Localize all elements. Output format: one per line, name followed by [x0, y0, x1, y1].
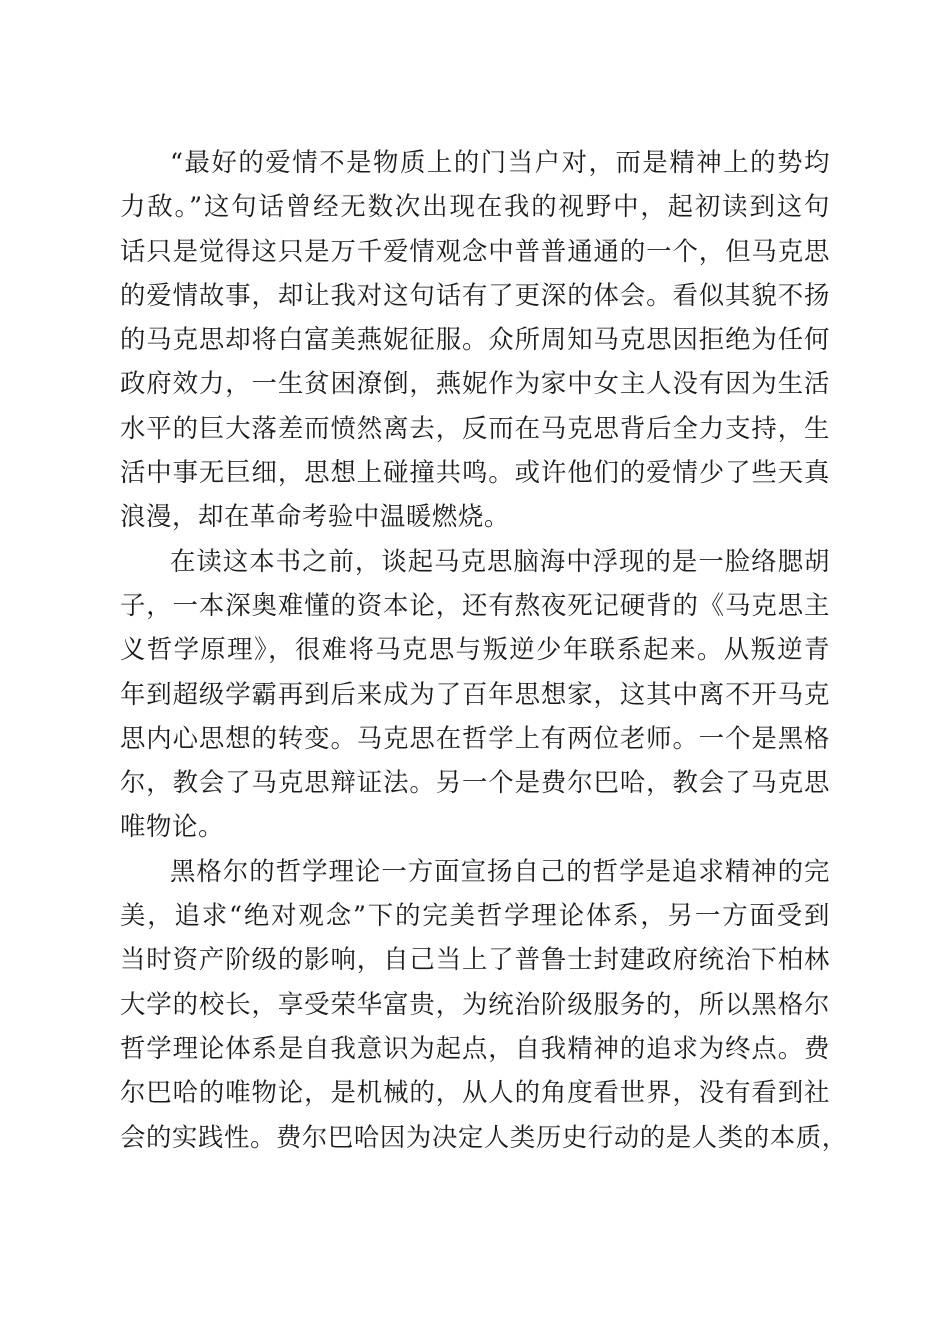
paragraph-3-line-1: 黑格尔的哲学理论一方面宣扬自己的哲学是追求精神的完 — [170, 855, 830, 886]
paragraph-2-line-4: 年到超级学霸再到后来成为了百年思想家，这其中离不开马克 — [120, 678, 830, 709]
paragraph-3-line-7: 会的实践性。费尔巴哈因为决定人类历史行动的是人类的本质， — [120, 1121, 848, 1152]
paragraph-1-line-7: 水平的巨大落差而愤然离去，反而在马克思背后全力支持，生 — [120, 412, 830, 443]
paragraph-2-line-1: 在读这本书之前，谈起马克思脑海中浮现的是一脸络腮胡 — [170, 545, 830, 576]
paragraph-2-line-6: 尔，教会了马克思辩证法。另一个是费尔巴哈，教会了马克思 — [120, 767, 830, 798]
paragraph-1-line-3: 话只是觉得这只是万千爱情观念中普普通通的一个，但马克思 — [120, 235, 830, 266]
paragraph-1-line-1: “最好的爱情不是物质上的门当户对，而是精神上的势均 — [170, 147, 830, 177]
paragraph-2-line-5: 思内心思想的转变。马克思在哲学上有两位老师。一个是黑格 — [120, 722, 830, 753]
paragraph-3-line-2: 美，追求“绝对观念”下的完美哲学理论体系，另一方面受到 — [120, 900, 830, 931]
paragraph-1-line-4: 的爱情故事，却让我对这句话有了更深的体会。看似其貌不扬 — [120, 279, 830, 310]
paragraph-1-line-5: 的马克思却将白富美燕妮征服。众所周知马克思因拒绝为任何 — [120, 324, 830, 355]
paragraph-1-line-8: 活中事无巨细，思想上碰撞共鸣。或许他们的爱情少了些天真 — [120, 457, 830, 488]
paragraph-3-line-6: 尔巴哈的唯物论，是机械的，从人的角度看世界，没有看到社 — [120, 1077, 830, 1108]
paragraph-2-line-7: 唯物论。 — [120, 811, 224, 842]
paragraph-2-line-2: 子，一本深奥难懂的资本论，还有熬夜死记硬背的《马克思主 — [120, 589, 830, 620]
paragraph-3-line-3: 当时资产阶级的影响，自己当上了普鲁士封建政府统治下柏林 — [120, 944, 830, 975]
paragraph-3-line-4: 大学的校长，享受荣华富贵，为统治阶级服务的，所以黑格尔 — [120, 988, 830, 1019]
paragraph-1-line-9: 浪漫，却在革命考验中温暖燃烧。 — [120, 501, 510, 532]
body-text — [120, 140, 848, 1159]
paragraph-1-line-2: 力敌。”这句话曾经无数次出现在我的视野中，起初读到这句 — [120, 191, 830, 222]
paragraph-3-line-5: 哲学理论体系是自我意识为起点，自我精神的追求为终点。费 — [120, 1032, 830, 1063]
paragraph-2-line-3: 义哲学原理》，很难将马克思与叛逆少年联系起来。从叛逆青 — [120, 634, 830, 665]
paragraph-1-line-6: 政府效力，一生贫困潦倒，燕妮作为家中女主人没有因为生活 — [120, 368, 830, 399]
